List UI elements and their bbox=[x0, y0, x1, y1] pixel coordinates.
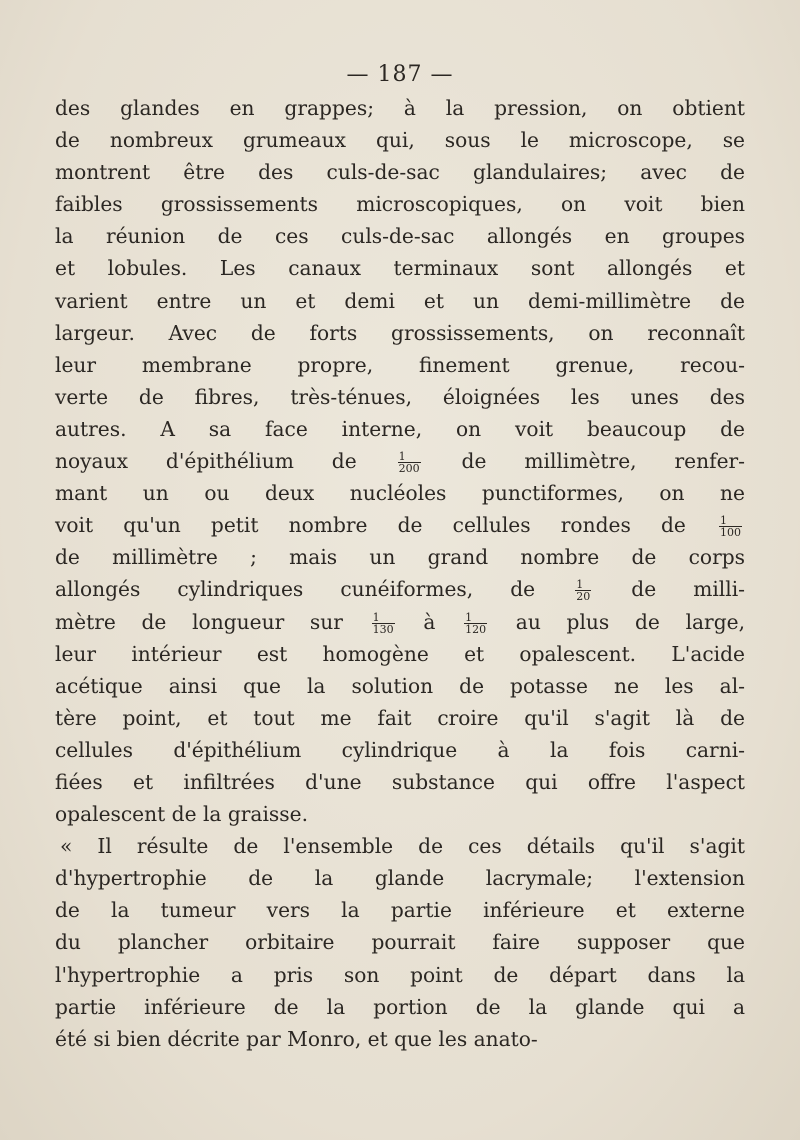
fraction bbox=[398, 451, 421, 474]
fraction bbox=[575, 579, 591, 602]
fraction-numerator: 1 bbox=[575, 579, 591, 591]
text-line bbox=[55, 92, 745, 124]
text-line bbox=[55, 509, 745, 541]
text-run: autres. A sa face interne, on voit beaucoup de bbox=[55, 416, 745, 441]
text-run: voit qu'un petit nombre de cellules rondes de bbox=[55, 513, 716, 538]
text-run: l'hypertrophie a pris son point de départ dans la bbox=[55, 962, 745, 987]
text-line bbox=[55, 477, 745, 509]
text-line bbox=[55, 766, 745, 798]
text-run: mètre de longueur sur bbox=[55, 609, 369, 634]
text-line bbox=[55, 638, 745, 670]
text-line bbox=[55, 124, 745, 156]
text-line bbox=[55, 894, 745, 926]
text-run: au plus de large, bbox=[490, 609, 745, 634]
text-line bbox=[55, 830, 745, 862]
fraction-numerator: 1 bbox=[372, 612, 395, 624]
text-line bbox=[55, 959, 745, 991]
text-run: allongés cylindriques cunéiformes, de bbox=[55, 577, 573, 602]
text-line bbox=[55, 445, 745, 477]
text-run: de nombreux grumeaux qui, sous le microscope, se bbox=[55, 128, 745, 153]
fraction bbox=[372, 612, 395, 635]
text-run: à bbox=[397, 609, 462, 634]
fraction-denominator: 100 bbox=[720, 526, 741, 540]
text-line bbox=[55, 734, 745, 766]
fraction-numerator: 1 bbox=[464, 612, 487, 624]
text-run: opalescent de la graisse. bbox=[55, 802, 309, 827]
fraction-numerator: 1 bbox=[398, 451, 421, 463]
text-run: la réunion de ces culs-de-sac allongés en groupes bbox=[55, 224, 745, 249]
text-run: faibles grossissements microscopiques, on voit bien bbox=[55, 192, 745, 217]
text-line bbox=[55, 252, 745, 284]
fraction-denominator: 120 bbox=[465, 622, 487, 636]
text-run: et lobules. Les canaux terminaux sont allongés et bbox=[55, 256, 745, 281]
text-run: mant un ou deux nucléoles punctiformes, on ne bbox=[55, 481, 745, 506]
text-line bbox=[55, 1023, 745, 1055]
body-text bbox=[55, 92, 745, 1055]
text-line bbox=[55, 541, 745, 573]
text-run: largeur. Avec de forts grossissements, on reconnaît bbox=[55, 320, 745, 345]
text-line bbox=[55, 220, 745, 252]
text-line bbox=[55, 702, 745, 734]
text-line bbox=[55, 156, 745, 188]
text-line bbox=[55, 798, 745, 830]
fraction-denominator: 20 bbox=[576, 590, 591, 604]
text-run: varient entre un et demi et un demi-millimètre de bbox=[55, 288, 745, 313]
text-run: cellules d'épithélium cylindrique à la fois carni- bbox=[55, 737, 745, 762]
text-run: été si bien décrite par Monro, et que les anato- bbox=[55, 1026, 538, 1051]
fraction-denominator: 200 bbox=[398, 462, 420, 476]
text-line bbox=[55, 862, 745, 894]
text-line bbox=[55, 349, 745, 381]
fraction-numerator: 1 bbox=[719, 515, 742, 527]
text-run: verte de fibres, très-ténues, éloignées les unes des bbox=[55, 384, 745, 409]
text-run: des glandes en grappes; à la pression, on obtient bbox=[55, 96, 745, 120]
text-line bbox=[55, 381, 745, 413]
text-line bbox=[55, 317, 745, 349]
text-line bbox=[55, 606, 745, 638]
text-run: de milli- bbox=[594, 577, 745, 602]
fraction-denominator: 130 bbox=[372, 622, 394, 636]
text-line bbox=[55, 573, 745, 605]
text-run: noyaux d'épithélium de bbox=[55, 449, 395, 474]
text-line bbox=[55, 991, 745, 1023]
text-run: leur intérieur est homogène et opalescent. L'acide bbox=[55, 641, 745, 666]
text-run: tère point, et tout me fait croire qu'il s'agit là de bbox=[55, 705, 745, 730]
text-run: fiées et infiltrées d'une substance qui offre l'aspect bbox=[55, 769, 745, 794]
text-run: d'hypertrophie de la glande lacrymale; l'extension bbox=[55, 866, 745, 891]
text-run: montrent être des culs-de-sac glandulaires; avec de bbox=[55, 160, 745, 185]
text-run: partie inférieure de la portion de la glande qui a bbox=[55, 994, 745, 1019]
text-line bbox=[55, 188, 745, 220]
text-line bbox=[55, 285, 745, 317]
text-line bbox=[55, 413, 745, 445]
text-run: « Il résulte de l'ensemble de ces détails qu'il s'agit bbox=[60, 834, 745, 859]
text-run: acétique ainsi que la solution de potasse ne les al- bbox=[55, 673, 745, 698]
text-run: de millimètre ; mais un grand nombre de corps bbox=[55, 545, 745, 570]
page-number: — 187 — bbox=[346, 62, 454, 87]
text-line bbox=[55, 926, 745, 958]
text-line bbox=[55, 670, 745, 702]
fraction bbox=[719, 515, 742, 538]
text-run: de millimètre, renfer- bbox=[423, 449, 745, 474]
text-run: leur membrane propre, finement grenue, recou- bbox=[55, 352, 745, 377]
text-run: de la tumeur vers la partie inférieure et externe bbox=[55, 898, 745, 923]
text-run: du plancher orbitaire pourrait faire supposer que bbox=[55, 930, 745, 955]
fraction bbox=[464, 612, 487, 635]
